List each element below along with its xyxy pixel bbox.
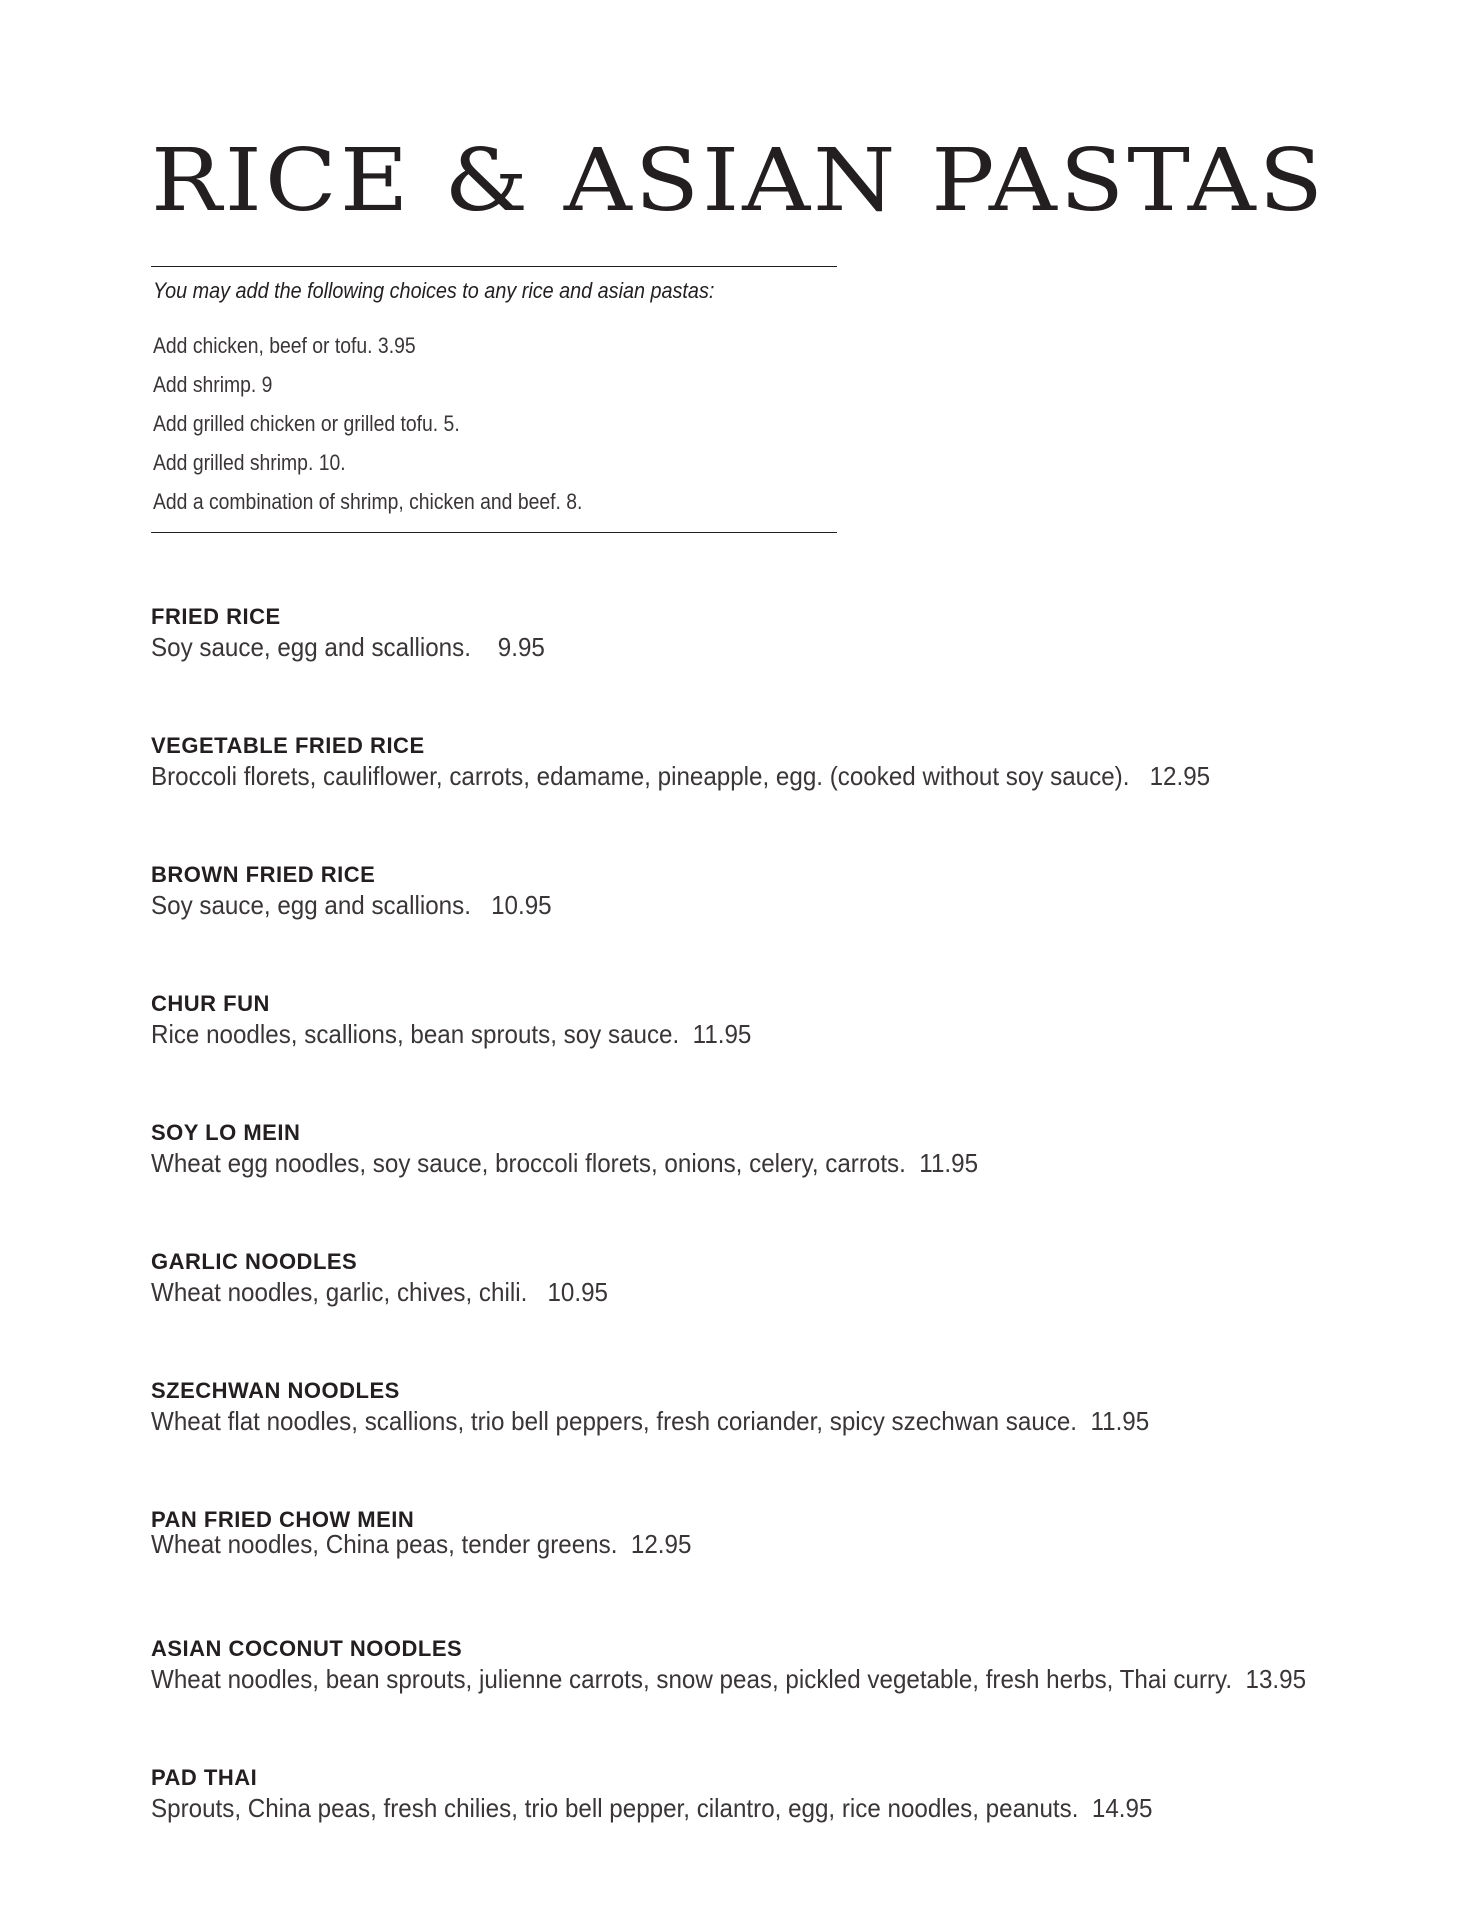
item-price: 13.95 [1245, 1664, 1307, 1694]
menu-item [151, 1636, 1451, 1765]
menu-item [151, 733, 1451, 862]
item-description-text: Soy sauce, egg and scallions. [151, 890, 471, 920]
item-description [151, 1146, 1360, 1180]
divider-top [151, 266, 837, 267]
item-name: ASIAN COCONUT NOODLES [151, 1636, 463, 1661]
item-price: 11.95 [919, 1148, 979, 1178]
addons-list [153, 326, 641, 521]
divider-bottom [151, 532, 837, 533]
menu-item [151, 991, 1451, 1120]
item-description [151, 888, 1360, 922]
item-name: BROWN FRIED RICE [151, 862, 376, 887]
item-price: 9.95 [497, 632, 545, 662]
item-description-text: Broccoli florets, cauliflower, carrots, edamame, pineapple, egg. (cooked without soy sauce). [151, 761, 1130, 791]
item-name: PAD THAI [151, 1765, 258, 1790]
item-description-text: Wheat noodles, garlic, chives, chili. [151, 1277, 528, 1307]
item-description [151, 630, 1360, 664]
item-price: 10.95 [547, 1277, 608, 1307]
item-price: 14.95 [1091, 1793, 1153, 1823]
item-price: 12.95 [1149, 761, 1211, 791]
item-description [151, 1662, 1360, 1696]
item-description [151, 1017, 1360, 1051]
addon-item: Add grilled shrimp. 10. [153, 450, 346, 475]
item-description-text: Soy sauce, egg and scallions. [151, 632, 471, 662]
item-price: 11.95 [692, 1019, 752, 1049]
menu-item [151, 1378, 1451, 1507]
item-description [151, 759, 1360, 793]
page-title: RICE & ASIAN PASTAS [151, 130, 1327, 231]
item-description [151, 1791, 1360, 1825]
item-name: VEGETABLE FRIED RICE [151, 733, 425, 758]
item-description-text: Wheat noodles, China peas, tender greens. [151, 1529, 618, 1559]
item-description [151, 1527, 1360, 1561]
item-name: SZECHWAN NOODLES [151, 1378, 400, 1403]
item-name: GARLIC NOODLES [151, 1249, 358, 1274]
menu-item [151, 1765, 1451, 1894]
item-description-text: Wheat egg noodles, soy sauce, broccoli florets, onions, celery, carrots. [151, 1148, 906, 1178]
item-name: PAN FRIED CHOW MEIN [151, 1507, 415, 1532]
item-name: CHUR FUN [151, 991, 270, 1016]
item-name: FRIED RICE [151, 604, 281, 629]
item-description [151, 1275, 1360, 1309]
item-description-text: Wheat flat noodles, scallions, trio bell peppers, fresh coriander, spicy szechwan sauce. [151, 1406, 1078, 1436]
item-name: SOY LO MEIN [151, 1120, 301, 1145]
addon-item: Add chicken, beef or tofu. 3.95 [153, 333, 416, 358]
menu-item [151, 1507, 1451, 1636]
item-price: 11.95 [1090, 1406, 1150, 1436]
menu-item [151, 1120, 1451, 1249]
item-price: 10.95 [491, 890, 552, 920]
item-description-text: Rice noodles, scallions, bean sprouts, soy sauce. [151, 1019, 680, 1049]
addon-item: Add grilled chicken or grilled tofu. 5. [153, 411, 460, 436]
item-price: 12.95 [630, 1529, 692, 1559]
item-description-text: Sprouts, China peas, fresh chilies, trio bell pepper, cilantro, egg, rice noodles, peanuts. [151, 1793, 1079, 1823]
menu-list [151, 604, 1451, 1894]
menu-item [151, 862, 1451, 991]
item-description [151, 1404, 1360, 1438]
addon-item: Add shrimp. 9 [153, 372, 273, 397]
menu-item [151, 604, 1451, 733]
item-description-text: Wheat noodles, bean sprouts, julienne carrots, snow peas, pickled vegetable, fresh herbs, Thai curry. [151, 1664, 1233, 1694]
addons-intro: You may add the following choices to any rice and asian pastas: [153, 278, 715, 303]
menu-item [151, 1249, 1451, 1378]
addon-item: Add a combination of shrimp, chicken and beef. 8. [153, 489, 583, 514]
